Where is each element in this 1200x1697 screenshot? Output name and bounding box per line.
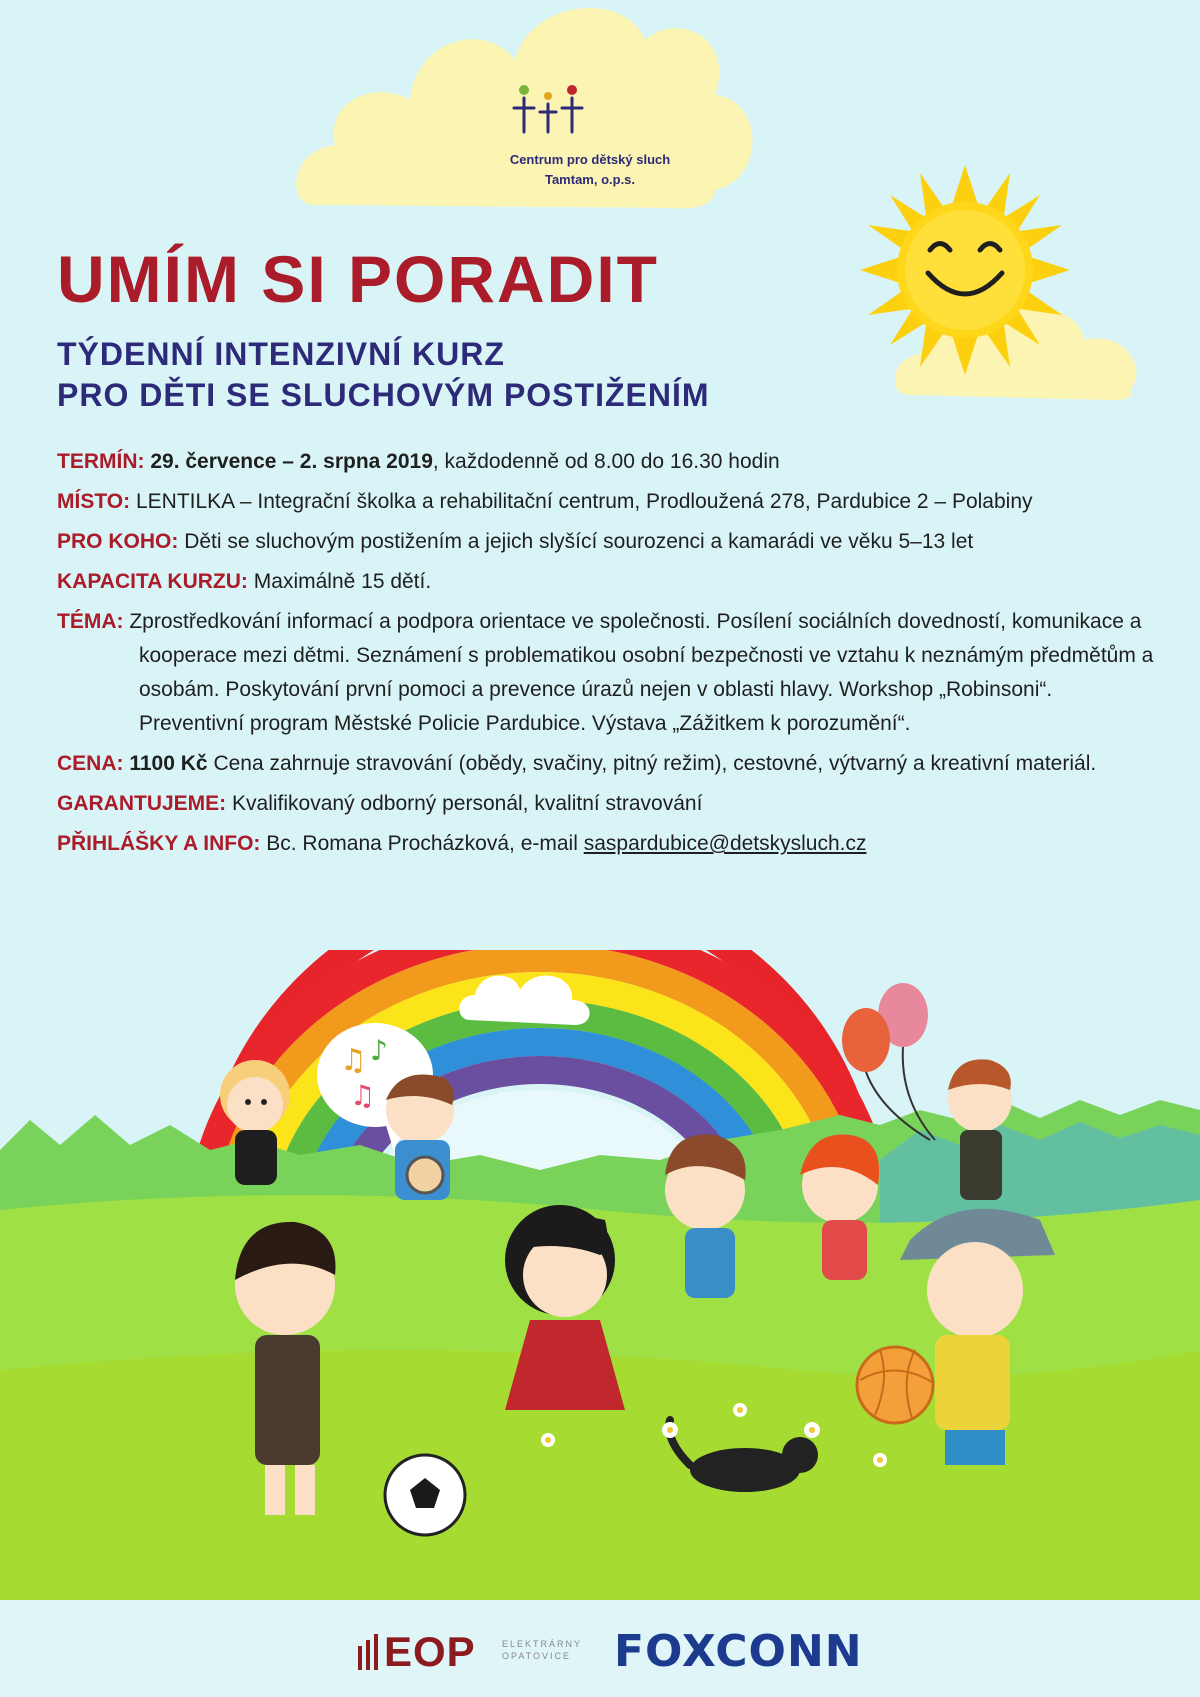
course-info bbox=[57, 445, 1157, 867]
email-link[interactable]: saspardubice@detskysluch.cz bbox=[583, 832, 867, 855]
termin-date: 29. července – 2. srpna 2019 bbox=[150, 450, 433, 473]
foxconn-logo: FOXCONN bbox=[614, 1626, 863, 1677]
eop-sub-line-1: ELEKTRÁRNY bbox=[502, 1639, 583, 1649]
cena-price: 1100 Kč bbox=[129, 752, 208, 775]
label-cena: CENA: bbox=[57, 752, 124, 775]
sponsor-footer bbox=[0, 1600, 1200, 1697]
eop-sub-line-2: OPATOVICE bbox=[502, 1651, 572, 1661]
label-garantujeme: GARANTUJEME: bbox=[57, 792, 227, 815]
prihlasky-text: Bc. Romana Procházková, e-mail bbox=[266, 832, 584, 855]
misto-text: LENTILKA – Integrační školka a rehabilitační centrum, Prodloužená 278, Pardubice 2 – Polabiny bbox=[135, 490, 1033, 513]
logo-line-2: Tamtam, o.p.s. bbox=[544, 172, 636, 187]
row-termin bbox=[57, 445, 1157, 479]
row-pro-koho bbox=[57, 525, 1157, 559]
kapacita-text: Maximálně 15 dětí. bbox=[253, 570, 432, 593]
termin-hours: , každodenně od 8.00 do 16.30 hodin bbox=[432, 450, 780, 473]
eop-subtitle bbox=[502, 1638, 592, 1662]
row-tema bbox=[57, 605, 1157, 741]
sun-icon bbox=[860, 165, 1070, 375]
subtitle-line-2: PRO DĚTI SE SLUCHOVÝM POSTIŽENÍM bbox=[57, 377, 710, 413]
logo-text bbox=[470, 150, 710, 190]
tamtam-logo-icon bbox=[508, 82, 588, 142]
row-garantujeme bbox=[57, 787, 1157, 821]
label-pro-koho: PRO KOHO: bbox=[57, 530, 179, 553]
label-tema: TÉMA: bbox=[57, 610, 124, 633]
subtitle-line-1: TÝDENNÍ INTENZIVNÍ KURZ bbox=[57, 336, 505, 372]
row-kapacita bbox=[57, 565, 1157, 599]
eop-bars-icon bbox=[358, 1632, 380, 1672]
svg-text:♫: ♫ bbox=[340, 1043, 367, 1078]
svg-text:♪: ♪ bbox=[370, 1034, 388, 1067]
svg-text:♫: ♫ bbox=[350, 1079, 376, 1112]
tema-text: Zprostředkování informací a podpora orientace ve společnosti. Posílení sociálních dovedností, komunikace a kooperace mezi dětmi. Seznámení s problematikou osobní bezpečnosti ve vztahu k neznámým předmětům a osobám. Poskytování první pomoci a prevence úrazů nejen v oblasti hlavy. Workshop „Robinsoni“. Preventivní program Městské Policie Pardubice. Výstava „Zážitkem k porozumění“. bbox=[129, 610, 1154, 735]
row-prihlasky bbox=[57, 827, 1157, 861]
eop-logo: EOP bbox=[384, 1628, 476, 1675]
page-title: UMÍM SI PORADIT bbox=[57, 242, 659, 316]
row-cena bbox=[57, 747, 1157, 781]
kids-rainbow-illustration bbox=[0, 950, 1200, 1600]
logo-line-1: Centrum pro dětský sluch bbox=[509, 152, 671, 167]
cena-text: Cena zahrnuje stravování (obědy, svačiny, pitný režim), cestovné, výtvarný a kreativní materiál. bbox=[213, 752, 1097, 775]
label-misto: MÍSTO: bbox=[57, 490, 131, 513]
pro-koho-text: Děti se sluchovým postižením a jejich slyšící sourozenci a kamarádi ve věku 5–13 let bbox=[184, 530, 974, 553]
row-misto bbox=[57, 485, 1157, 519]
garantujeme-text: Kvalifikovaný odborný personál, kvalitní stravování bbox=[232, 792, 703, 815]
label-prihlasky: PŘIHLÁŠKY A INFO: bbox=[57, 832, 261, 855]
label-termin: TERMÍN: bbox=[57, 450, 145, 473]
label-kapacita: KAPACITA KURZU: bbox=[57, 570, 248, 593]
